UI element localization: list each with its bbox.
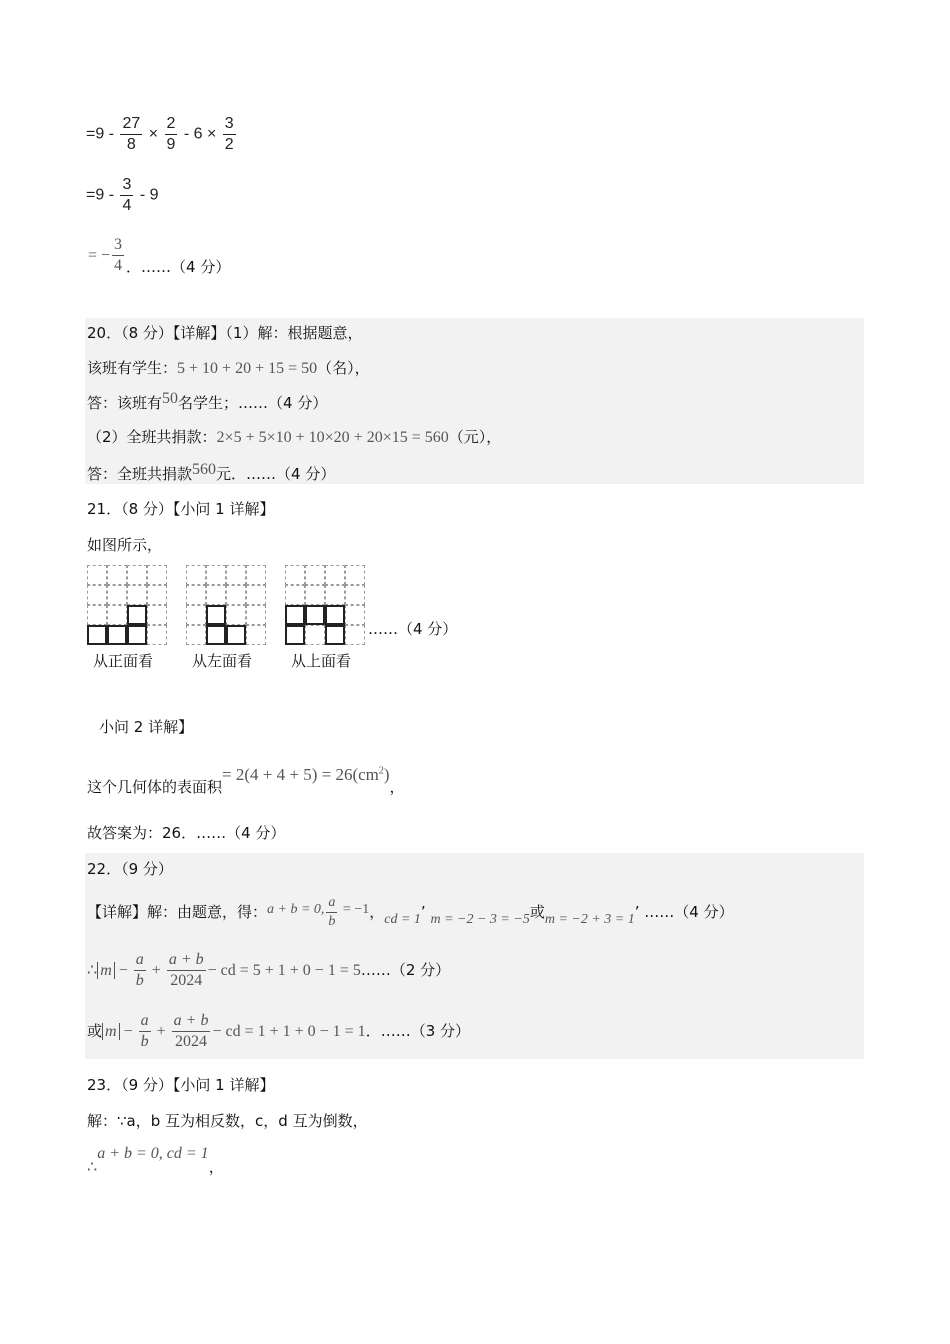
fraction: $\frac{3}{2}$	[224, 115, 234, 153]
grid-cell	[226, 565, 246, 585]
grid-cell	[305, 565, 325, 585]
grid-cell	[325, 565, 345, 585]
grid-cell	[246, 605, 266, 625]
fraction: $\frac{27}{8}$	[122, 115, 141, 153]
math-expression: a + b = 0, cd = 1	[97, 1145, 209, 1162]
q20-line-1	[87, 357, 370, 378]
label: 答：全班共捐款	[87, 465, 193, 483]
grid-cell	[305, 625, 325, 645]
q21-answer: 故答案为：26．……（4 分）	[87, 824, 286, 842]
grid-cell	[107, 565, 127, 585]
punctuation: ，	[389, 778, 405, 796]
grid-cell	[246, 585, 266, 605]
grid-cell	[305, 585, 325, 605]
expr-prefix: = −	[88, 247, 111, 264]
q19-line-3	[88, 237, 230, 274]
q20-line-3	[87, 426, 501, 447]
filled-square	[325, 605, 345, 625]
filled-square	[226, 625, 246, 645]
grid-cell	[226, 585, 246, 605]
fraction: $\frac{a + b}{2024}$	[168, 951, 204, 989]
grid-cell	[206, 585, 226, 605]
grid-cell	[186, 605, 206, 625]
grid-cell	[127, 565, 147, 585]
grid-cell	[345, 585, 365, 605]
math-expression: 5 + 10 + 20 + 15 = 50	[177, 360, 318, 377]
grid-cell	[87, 585, 107, 605]
label: 该班有学生：	[87, 359, 178, 377]
expr-prefix: =9 -	[86, 186, 119, 204]
grid-cell	[186, 565, 206, 585]
filled-square	[206, 605, 226, 625]
grid-cell	[186, 585, 206, 605]
math-expression: − cd = 5 + 1 + 0 − 1 = 5	[207, 962, 361, 979]
q21-header: 21．（8 分）【小问 1 详解】	[87, 500, 275, 518]
therefore-symbol: ∴	[87, 962, 98, 979]
q22-line-2: ∴ m − $\frac{a}{b}$ + $\frac{a + b}{2024}$ − cd = 5 + 1 + 0 − 1 = 5……（2 分）	[87, 951, 451, 989]
label: 这个几何体的表面积	[87, 778, 223, 796]
expr-suffix: - 9	[135, 186, 159, 204]
punctuation: ，	[208, 1158, 224, 1176]
grid-cell	[107, 605, 127, 625]
therefore-symbol: ∴	[87, 1159, 98, 1176]
math-expression: m = −2 − 3 = −5	[430, 912, 530, 927]
grid-cell	[147, 625, 167, 645]
filled-square	[107, 625, 127, 645]
views-score-note: ……（4 分）	[368, 620, 458, 638]
math-expression: = −1	[339, 902, 370, 917]
grid-cell	[345, 605, 365, 625]
math-expression: m = −2 + 3 = 1	[544, 912, 635, 927]
punctuation: ’	[420, 903, 426, 921]
q22-line-1	[87, 896, 734, 929]
fraction: $\frac{a}{b}$	[140, 1012, 149, 1050]
filled-square	[127, 625, 147, 645]
grid-cell	[107, 585, 127, 605]
q23-line-2	[87, 1142, 224, 1176]
times-sign: ×	[144, 125, 163, 143]
view-grid-front	[87, 565, 167, 645]
q23-header: 23．（9 分）【小问 1 详解】	[87, 1076, 275, 1094]
filled-square	[285, 625, 305, 645]
view-label-front: 从正面看	[93, 652, 154, 670]
grid-cell	[285, 565, 305, 585]
filled-square	[305, 605, 325, 625]
connector: 或	[529, 903, 545, 921]
math-expression: cd = 1	[384, 912, 421, 927]
filled-square	[87, 625, 107, 645]
grid-cell	[345, 565, 365, 585]
filled-square	[206, 625, 226, 645]
math-expression: 2×5 + 5×10 + 10×20 + 20×15 = 560	[216, 429, 449, 446]
abs-value: m	[102, 1023, 120, 1040]
q20-line-2	[87, 392, 327, 413]
view-label-top: 从上面看	[291, 652, 352, 670]
fraction: $\frac{3}{4}$	[122, 176, 132, 214]
q20-line-4	[87, 463, 335, 484]
q22-header: 22．（9 分）	[87, 860, 173, 878]
grid-cell	[127, 585, 147, 605]
score-note: ．……（3 分）	[365, 1022, 470, 1040]
q21-area-line	[87, 764, 405, 796]
math-expression: a + b = 0,	[267, 902, 325, 917]
fraction: $\frac{a}{b}$	[328, 895, 336, 929]
grid-cell	[147, 585, 167, 605]
label: 答：该班有	[87, 394, 163, 412]
q21-intro: 如图所示，	[87, 536, 163, 554]
score-note: ’ ……（4 分）	[634, 903, 734, 921]
grid-cell	[186, 625, 206, 645]
score-note: ……（2 分）	[360, 961, 451, 979]
q22-line-3: 或 m − $\frac{a}{b}$ + $\frac{a + b}{2024}$ − cd = 1 + 1 + 0 − 1 = 1．……（3 分）	[87, 1012, 470, 1050]
grid-cell	[87, 605, 107, 625]
q19-line-2	[86, 177, 159, 214]
q20-header: 20．（8 分）【详解】（1）解：根据题意，	[87, 324, 363, 342]
view-label-left: 从左面看	[192, 652, 253, 670]
q23-line-1: 解：∵a，b 互为相反数，c，d 互为倒数，	[87, 1112, 368, 1130]
math-expression: − cd = 1 + 1 + 0 − 1 = 1	[212, 1023, 366, 1040]
grid-cell	[285, 585, 305, 605]
unit: （元），	[448, 428, 502, 446]
label: 【详解】解：由题意，得：	[87, 903, 268, 921]
grid-cell	[226, 605, 246, 625]
grid-cell	[246, 625, 266, 645]
unit: （名），	[317, 359, 370, 377]
expr-mid: - 6 ×	[179, 125, 221, 143]
grid-cell	[246, 565, 266, 585]
fraction: $\frac{a + b}{2024}$	[173, 1012, 209, 1050]
grid-cell	[87, 565, 107, 585]
grid-cell	[206, 565, 226, 585]
grid-cell	[147, 565, 167, 585]
abs-value: m	[97, 962, 115, 979]
filled-square	[285, 605, 305, 625]
score-note: 元．……（4 分）	[216, 465, 336, 483]
score-note: ．……（4 分）	[126, 258, 231, 276]
q21-sub2-header: 小问 2 详解】	[99, 718, 194, 736]
fraction: $\frac{a}{b}$	[135, 951, 144, 989]
view-grid-top	[285, 565, 365, 645]
grid-cell	[325, 585, 345, 605]
view-grid-left	[186, 565, 266, 645]
q19-line-1	[86, 116, 238, 153]
connector: 或	[87, 1022, 103, 1040]
grid-cell	[147, 605, 167, 625]
score-note: 名学生；……（4 分）	[178, 394, 328, 412]
filled-square	[127, 605, 147, 625]
label: （2）全班共捐款：	[87, 428, 217, 446]
area-formula: = $2(4 + 4 + 5) = 26(cm^2)$	[222, 765, 390, 784]
math-value: 560	[192, 461, 217, 478]
grid-cell	[345, 625, 365, 645]
fraction: $\frac{2}{9}$	[166, 115, 176, 153]
expr-prefix: =9 -	[86, 125, 119, 143]
math-value: 50	[162, 390, 179, 407]
fraction: $\frac{3}{4}$	[114, 236, 123, 274]
filled-square	[325, 625, 345, 645]
punctuation: ，	[369, 903, 385, 921]
